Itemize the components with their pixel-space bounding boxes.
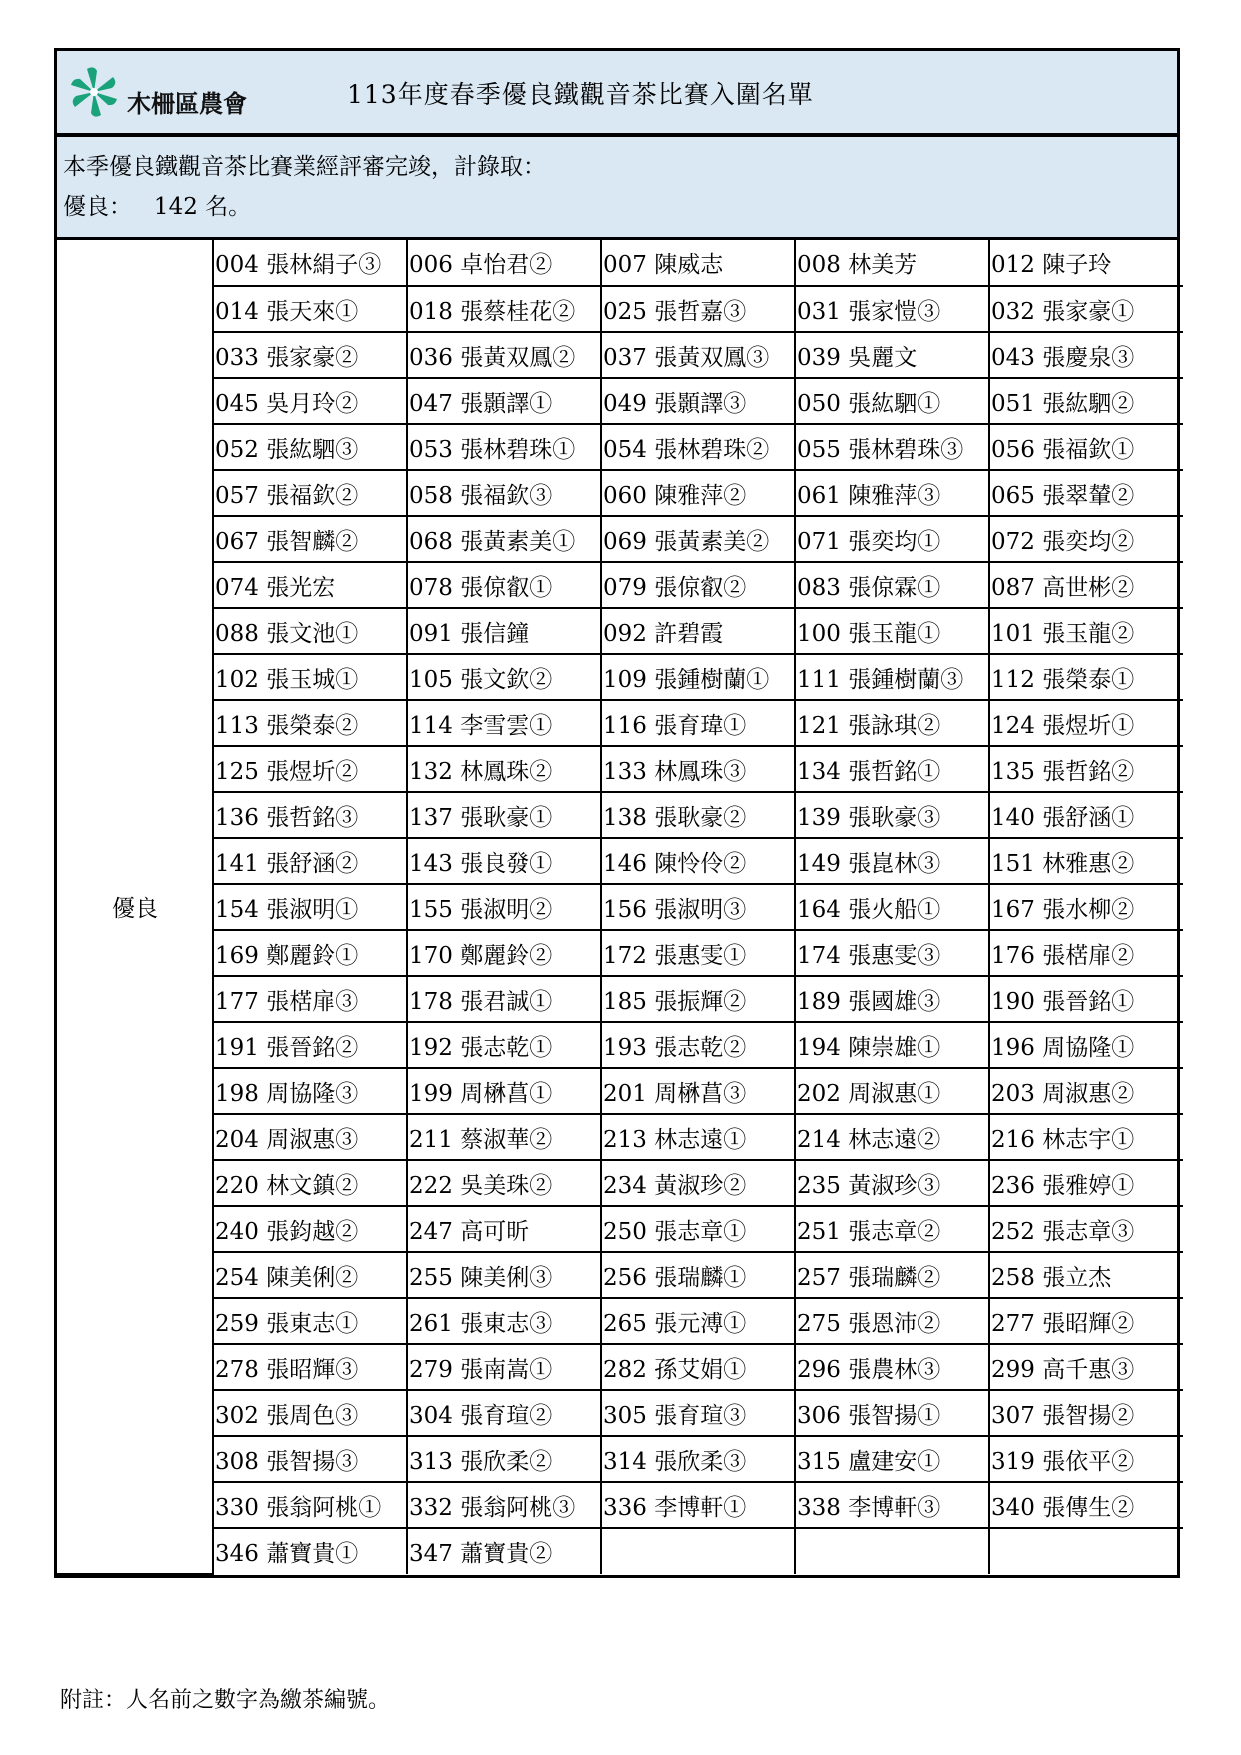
entry-cell: 032 張家豪① bbox=[989, 286, 1183, 332]
entry-cell: 265 張元溥① bbox=[601, 1298, 795, 1344]
entry-cell: 176 張楛扉② bbox=[989, 930, 1183, 976]
entry-cell: 043 張慶泉③ bbox=[989, 332, 1183, 378]
entry-cell: 091 張信鐘 bbox=[407, 608, 601, 654]
entry-cell: 235 黃淑珍③ bbox=[795, 1160, 989, 1206]
entry-cell: 067 張智麟② bbox=[213, 516, 407, 562]
entry-cell: 347 蕭寶貴② bbox=[407, 1528, 601, 1574]
entry-cell: 133 林鳳珠③ bbox=[601, 746, 795, 792]
entry-cell: 220 林文鎮② bbox=[213, 1160, 407, 1206]
entry-cell bbox=[795, 1528, 989, 1574]
entry-cell: 092 許碧霞 bbox=[601, 608, 795, 654]
entry-cell: 101 張玉龍② bbox=[989, 608, 1183, 654]
entry-cell: 053 張林碧珠① bbox=[407, 424, 601, 470]
entry-cell: 088 張文池① bbox=[213, 608, 407, 654]
entry-cell bbox=[989, 1528, 1183, 1574]
entry-cell bbox=[601, 1528, 795, 1574]
entry-cell: 211 蔡淑華② bbox=[407, 1114, 601, 1160]
entry-cell: 025 張哲嘉③ bbox=[601, 286, 795, 332]
entry-cell: 065 張翠輦② bbox=[989, 470, 1183, 516]
table-row bbox=[57, 424, 1183, 470]
entry-cell: 214 林志遠② bbox=[795, 1114, 989, 1160]
entry-cell: 139 張耿豪③ bbox=[795, 792, 989, 838]
table-row bbox=[57, 1068, 1183, 1114]
entry-cell: 100 張玉龍① bbox=[795, 608, 989, 654]
table-row bbox=[57, 654, 1183, 700]
entry-cell: 307 張智揚② bbox=[989, 1390, 1183, 1436]
entry-cell: 113 張榮泰② bbox=[213, 700, 407, 746]
entry-cell: 196 周協隆① bbox=[989, 1022, 1183, 1068]
table-row bbox=[57, 470, 1183, 516]
entry-cell: 255 陳美俐③ bbox=[407, 1252, 601, 1298]
entry-cell: 254 陳美俐② bbox=[213, 1252, 407, 1298]
entry-cell: 031 張家愷③ bbox=[795, 286, 989, 332]
entry-cell: 072 張奕均② bbox=[989, 516, 1183, 562]
entry-cell: 116 張育瑋① bbox=[601, 700, 795, 746]
entry-cell: 132 林鳳珠② bbox=[407, 746, 601, 792]
entry-cell: 037 張黃双鳳③ bbox=[601, 332, 795, 378]
entry-cell: 189 張國雄③ bbox=[795, 976, 989, 1022]
entry-cell: 071 張奕均① bbox=[795, 516, 989, 562]
table-row bbox=[57, 332, 1183, 378]
table-row bbox=[57, 700, 1183, 746]
entry-cell: 018 張蔡桂花② bbox=[407, 286, 601, 332]
entry-cell: 006 卓怡君② bbox=[407, 240, 601, 286]
entry-cell: 036 張黃双鳳② bbox=[407, 332, 601, 378]
table-row bbox=[57, 562, 1183, 608]
entry-cell: 068 張黃素美① bbox=[407, 516, 601, 562]
table-row bbox=[57, 1390, 1183, 1436]
entry-cell: 258 張立杰 bbox=[989, 1252, 1183, 1298]
entry-cell: 174 張惠雯③ bbox=[795, 930, 989, 976]
table-row bbox=[57, 746, 1183, 792]
entry-cell: 332 張翁阿桃③ bbox=[407, 1482, 601, 1528]
entry-cell: 149 張崑林③ bbox=[795, 838, 989, 884]
entry-cell: 319 張依平② bbox=[989, 1436, 1183, 1482]
entry-cell: 135 張哲銘② bbox=[989, 746, 1183, 792]
entry-cell: 222 吳美珠② bbox=[407, 1160, 601, 1206]
entry-cell: 138 張耿豪② bbox=[601, 792, 795, 838]
table-row bbox=[57, 930, 1183, 976]
entry-cell: 193 張志乾② bbox=[601, 1022, 795, 1068]
entry-cell: 203 周淑惠② bbox=[989, 1068, 1183, 1114]
table-row bbox=[57, 1252, 1183, 1298]
entry-cell: 346 蕭寶貴① bbox=[213, 1528, 407, 1574]
entry-cell: 305 張育瑄③ bbox=[601, 1390, 795, 1436]
entry-cell: 191 張晉銘② bbox=[213, 1022, 407, 1068]
table-row bbox=[57, 1114, 1183, 1160]
entry-cell: 306 張智揚① bbox=[795, 1390, 989, 1436]
entry-cell: 257 張瑞麟② bbox=[795, 1252, 989, 1298]
entry-cell: 250 張志章① bbox=[601, 1206, 795, 1252]
entry-cell: 308 張智揚③ bbox=[213, 1436, 407, 1482]
table-row bbox=[57, 838, 1183, 884]
entry-cell: 069 張黃素美② bbox=[601, 516, 795, 562]
category-cell: 優良 bbox=[57, 240, 213, 1574]
entry-cell: 177 張楛扉③ bbox=[213, 976, 407, 1022]
entry-cell: 313 張欣柔② bbox=[407, 1436, 601, 1482]
entry-cell: 007 陳威志 bbox=[601, 240, 795, 286]
intro-section bbox=[57, 136, 1177, 240]
entry-cell: 185 張振輝② bbox=[601, 976, 795, 1022]
entry-cell: 151 林雅惠② bbox=[989, 838, 1183, 884]
table-row bbox=[57, 1206, 1183, 1252]
table-row bbox=[57, 240, 1183, 286]
entry-cell: 261 張東志③ bbox=[407, 1298, 601, 1344]
logo-text: 木柵區農會 bbox=[127, 89, 247, 118]
entry-cell: 178 張君誠① bbox=[407, 976, 601, 1022]
entry-cell: 340 張傳生② bbox=[989, 1482, 1183, 1528]
entry-cell: 121 張詠琪② bbox=[795, 700, 989, 746]
entry-cell: 164 張火船① bbox=[795, 884, 989, 930]
intro-line-count: 優良： 142 名。 bbox=[63, 194, 252, 220]
entry-cell: 170 鄭麗鈴② bbox=[407, 930, 601, 976]
entry-cell: 247 高可昕 bbox=[407, 1206, 601, 1252]
entry-cell: 045 吳月玲② bbox=[213, 378, 407, 424]
entry-cell: 234 黃淑珍② bbox=[601, 1160, 795, 1206]
entry-cell: 052 張紘駟③ bbox=[213, 424, 407, 470]
entry-cell: 154 張淑明① bbox=[213, 884, 407, 930]
entry-cell: 282 孫艾娟① bbox=[601, 1344, 795, 1390]
entry-cell: 060 陳雅萍② bbox=[601, 470, 795, 516]
entry-cell: 079 張倞叡② bbox=[601, 562, 795, 608]
entry-cell: 155 張淑明② bbox=[407, 884, 601, 930]
entry-cell: 156 張淑明③ bbox=[601, 884, 795, 930]
entry-cell: 216 林志宇① bbox=[989, 1114, 1183, 1160]
entry-cell: 240 張鈞越② bbox=[213, 1206, 407, 1252]
entry-cell: 114 李雪雲① bbox=[407, 700, 601, 746]
entry-cell: 078 張倞叡① bbox=[407, 562, 601, 608]
entry-cell: 194 陳崇雄① bbox=[795, 1022, 989, 1068]
entry-cell: 102 張玉城① bbox=[213, 654, 407, 700]
entry-cell: 302 張周色③ bbox=[213, 1390, 407, 1436]
entry-cell: 201 周楙菖③ bbox=[601, 1068, 795, 1114]
logo bbox=[67, 65, 247, 119]
entry-cell: 057 張福欽② bbox=[213, 470, 407, 516]
entry-cell: 143 張良發① bbox=[407, 838, 601, 884]
table-row bbox=[57, 608, 1183, 654]
entry-cell: 134 張哲銘① bbox=[795, 746, 989, 792]
entry-cell: 124 張煜圻① bbox=[989, 700, 1183, 746]
entry-cell: 296 張農林③ bbox=[795, 1344, 989, 1390]
entry-cell: 304 張育瑄② bbox=[407, 1390, 601, 1436]
entry-cell: 198 周協隆③ bbox=[213, 1068, 407, 1114]
entry-cell: 338 李博軒③ bbox=[795, 1482, 989, 1528]
table-row bbox=[57, 1436, 1183, 1482]
entry-cell: 051 張紘駟② bbox=[989, 378, 1183, 424]
farmers-association-logo-icon bbox=[67, 65, 121, 119]
table-row bbox=[57, 1344, 1183, 1390]
entry-cell: 125 張煜圻② bbox=[213, 746, 407, 792]
entry-cell: 141 張舒涵② bbox=[213, 838, 407, 884]
table-row bbox=[57, 1160, 1183, 1206]
table-row bbox=[57, 1022, 1183, 1068]
entry-cell: 014 張天來① bbox=[213, 286, 407, 332]
table-row bbox=[57, 792, 1183, 838]
entry-cell: 236 張雅婷① bbox=[989, 1160, 1183, 1206]
entry-cell: 054 張林碧珠② bbox=[601, 424, 795, 470]
header bbox=[57, 51, 1177, 136]
entry-cell: 199 周楙菖① bbox=[407, 1068, 601, 1114]
entry-cell: 109 張鍾樹蘭① bbox=[601, 654, 795, 700]
entry-cell: 112 張榮泰① bbox=[989, 654, 1183, 700]
table-row bbox=[57, 378, 1183, 424]
entry-cell: 049 張顥譯③ bbox=[601, 378, 795, 424]
entry-cell: 047 張顥譯① bbox=[407, 378, 601, 424]
entry-cell: 315 盧建安① bbox=[795, 1436, 989, 1482]
entry-cell: 252 張志章③ bbox=[989, 1206, 1183, 1252]
entry-cell: 192 張志乾① bbox=[407, 1022, 601, 1068]
entry-cell: 172 張惠雯① bbox=[601, 930, 795, 976]
intro-line-summary: 本季優良鐵觀音茶比賽業經評審完竣，計錄取： bbox=[63, 154, 546, 180]
entry-cell: 204 周淑惠③ bbox=[213, 1114, 407, 1160]
table-row bbox=[57, 976, 1183, 1022]
entry-cell: 146 陳怜伶② bbox=[601, 838, 795, 884]
entry-cell: 056 張福欽① bbox=[989, 424, 1183, 470]
entry-cell: 074 張光宏 bbox=[213, 562, 407, 608]
entry-cell: 061 陳雅萍③ bbox=[795, 470, 989, 516]
entry-cell: 169 鄭麗鈴① bbox=[213, 930, 407, 976]
entry-cell: 033 張家豪② bbox=[213, 332, 407, 378]
entry-cell: 259 張東志① bbox=[213, 1298, 407, 1344]
entry-cell: 330 張翁阿桃① bbox=[213, 1482, 407, 1528]
entry-cell: 251 張志章② bbox=[795, 1206, 989, 1252]
entry-cell: 213 林志遠① bbox=[601, 1114, 795, 1160]
table-row bbox=[57, 1298, 1183, 1344]
table-row bbox=[57, 516, 1183, 562]
entry-cell: 105 張文欽② bbox=[407, 654, 601, 700]
entry-cell: 299 高千惠③ bbox=[989, 1344, 1183, 1390]
table-row bbox=[57, 884, 1183, 930]
entry-cell: 275 張恩沛② bbox=[795, 1298, 989, 1344]
page-title: 113年度春季優良鐵觀音茶比賽入圍名單 bbox=[347, 80, 814, 109]
entry-cell: 336 李博軒① bbox=[601, 1482, 795, 1528]
entry-cell: 314 張欣柔③ bbox=[601, 1436, 795, 1482]
entry-cell: 058 張福欽③ bbox=[407, 470, 601, 516]
entry-cell: 039 吳麗文 bbox=[795, 332, 989, 378]
entry-cell: 050 張紘駟① bbox=[795, 378, 989, 424]
entry-cell: 083 張倞霖① bbox=[795, 562, 989, 608]
entry-cell: 136 張哲銘③ bbox=[213, 792, 407, 838]
entry-cell: 167 張水柳② bbox=[989, 884, 1183, 930]
entry-cell: 055 張林碧珠③ bbox=[795, 424, 989, 470]
entry-cell: 008 林美芳 bbox=[795, 240, 989, 286]
entry-cell: 111 張鍾樹蘭③ bbox=[795, 654, 989, 700]
entry-cell: 279 張南嵩① bbox=[407, 1344, 601, 1390]
entry-cell: 137 張耿豪① bbox=[407, 792, 601, 838]
entry-cell: 087 高世彬② bbox=[989, 562, 1183, 608]
table-row bbox=[57, 1528, 1183, 1574]
table-row bbox=[57, 286, 1183, 332]
entry-cell: 012 陳子玲 bbox=[989, 240, 1183, 286]
footnote: 附註：人名前之數字為繳茶編號。 bbox=[60, 1688, 391, 1713]
entry-cell: 202 周淑惠① bbox=[795, 1068, 989, 1114]
results-table bbox=[57, 240, 1183, 1575]
table-row bbox=[57, 1482, 1183, 1528]
entry-cell: 140 張舒涵① bbox=[989, 792, 1183, 838]
entry-cell: 278 張昭輝③ bbox=[213, 1344, 407, 1390]
entry-cell: 190 張晉銘① bbox=[989, 976, 1183, 1022]
document-sheet bbox=[54, 48, 1180, 1578]
entry-cell: 004 張林絹子③ bbox=[213, 240, 407, 286]
entry-cell: 277 張昭輝② bbox=[989, 1298, 1183, 1344]
entry-cell: 256 張瑞麟① bbox=[601, 1252, 795, 1298]
